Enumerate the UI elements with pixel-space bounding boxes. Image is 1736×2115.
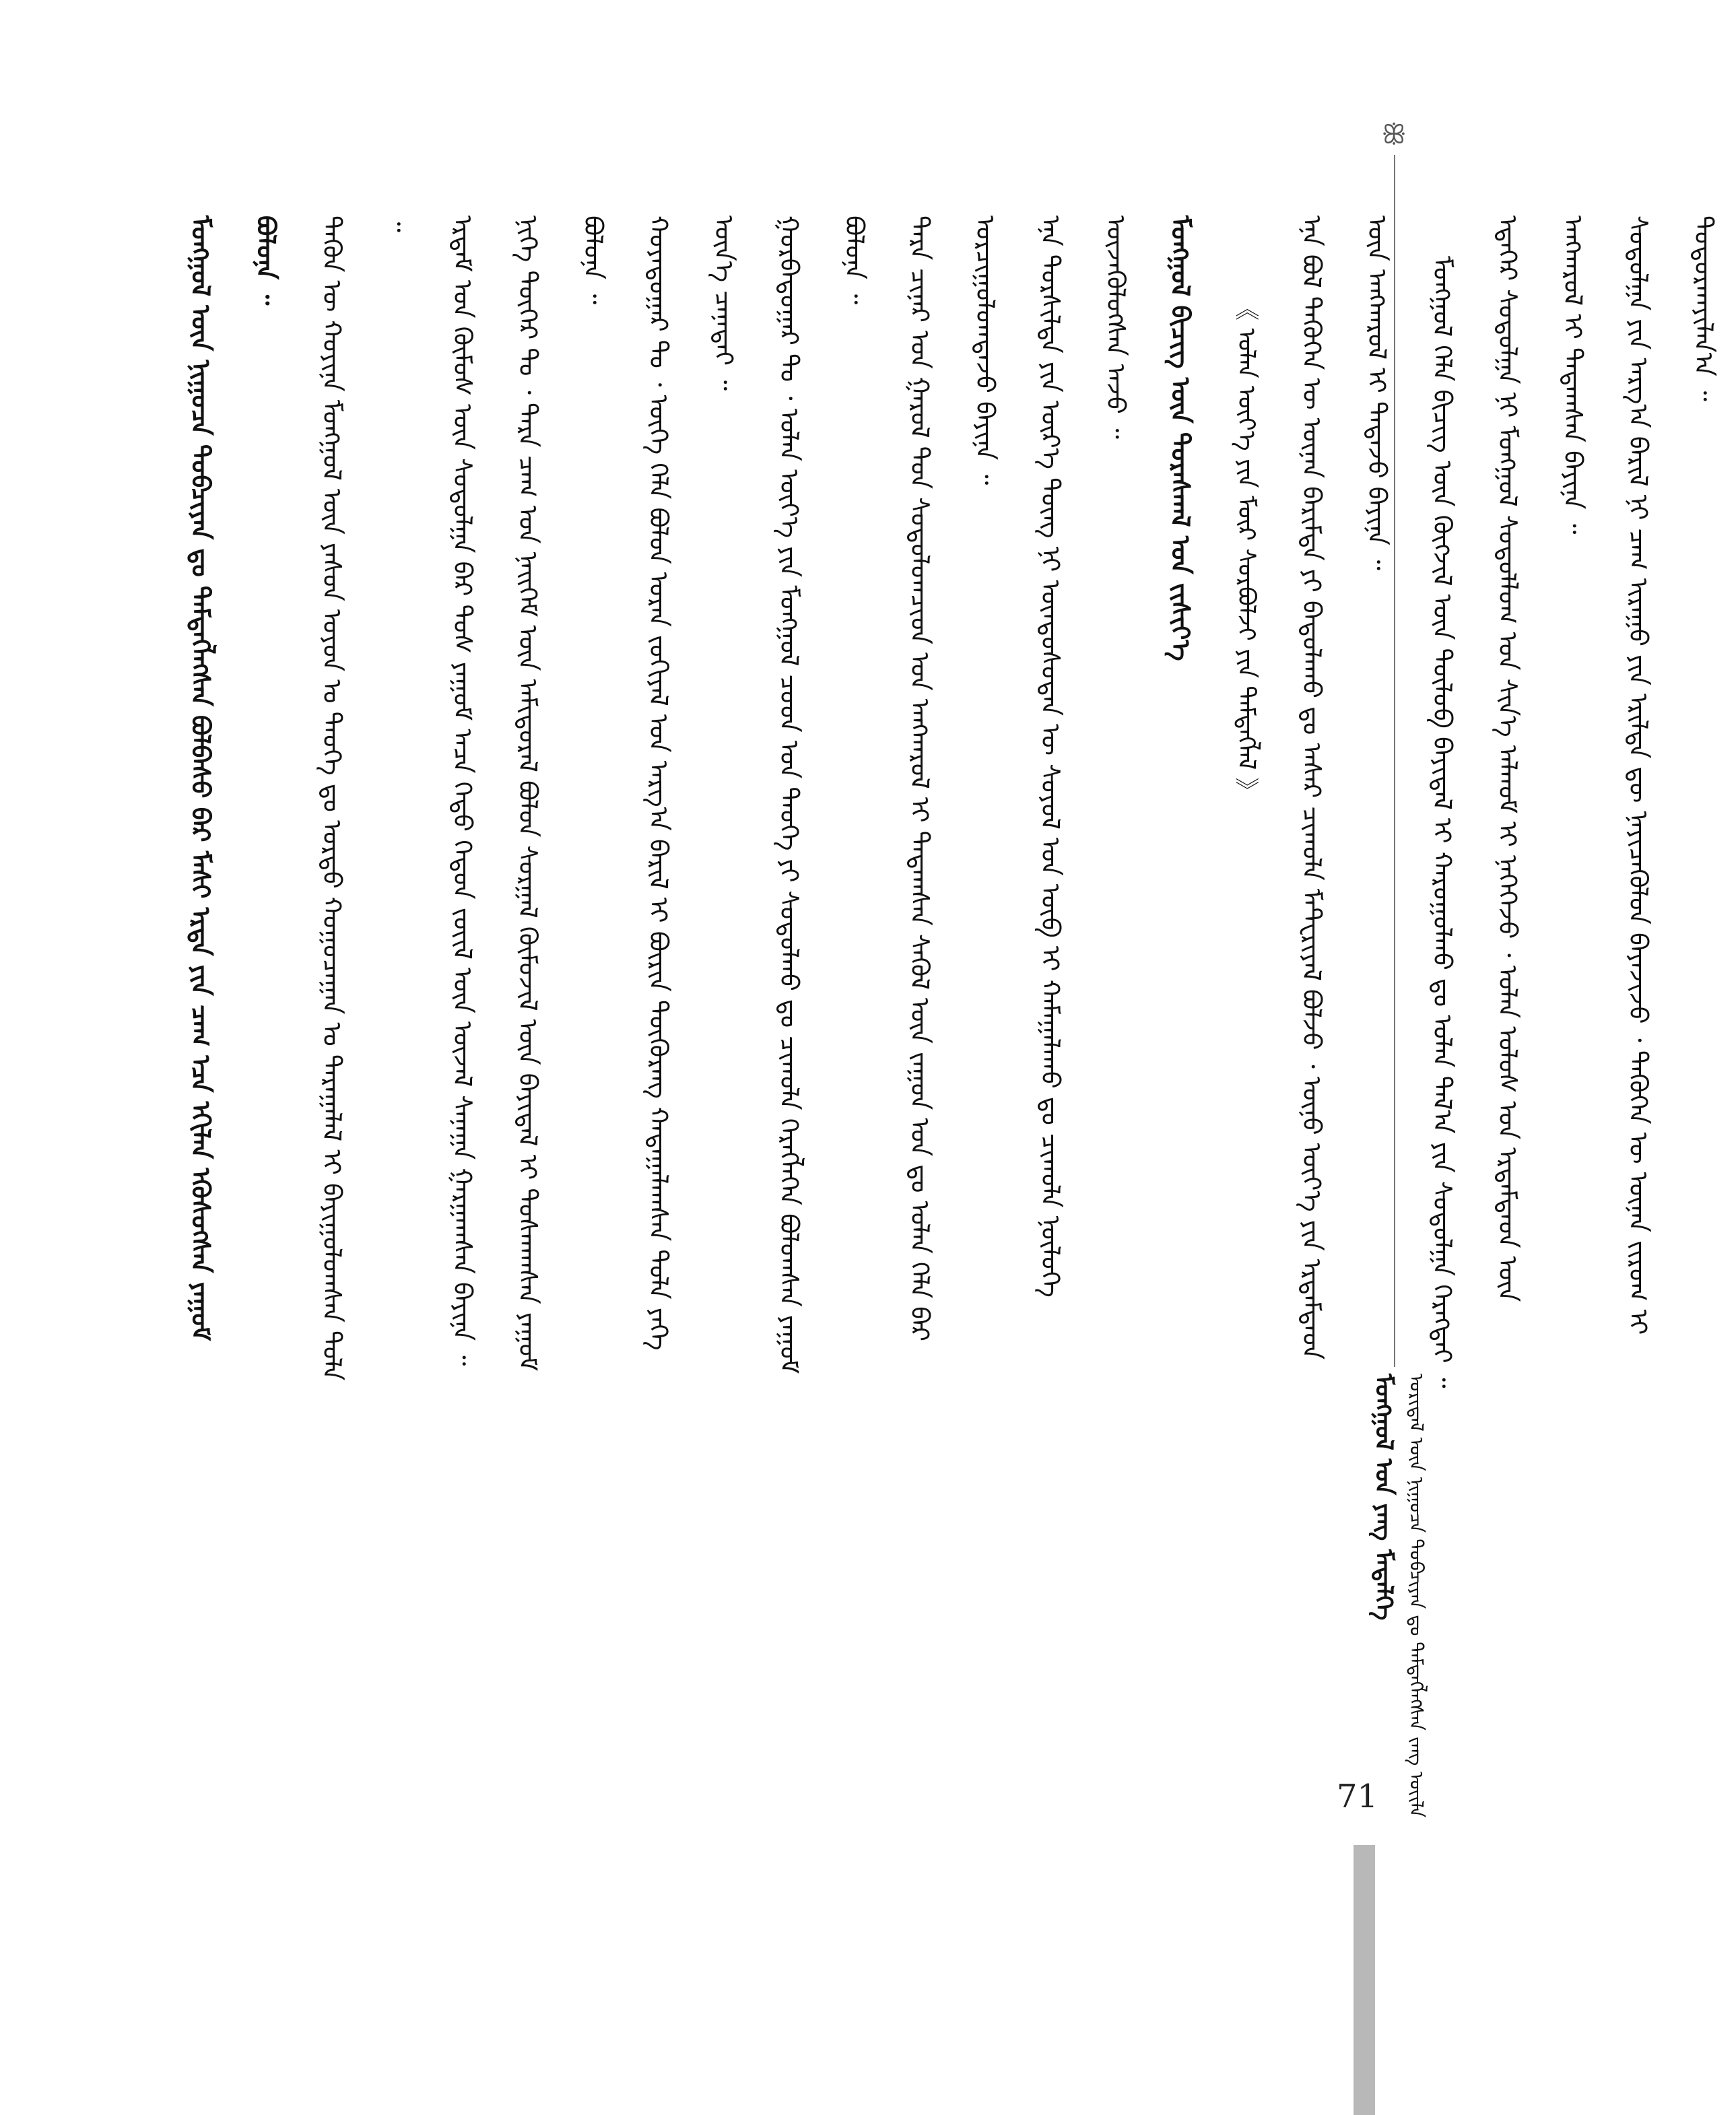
page-number: 71 xyxy=(1337,1778,1378,1815)
header-ornament-icon: ꕥ xyxy=(1381,119,1407,150)
text-column: ᠡᠨᠡ ᠪᠣᠯ ᠲᠡᠭᠦᠬᠡᠨ ᠦ ᠦᠨᠡᠨ ᠪᠠᠷᠢᠮᠲᠠ ᠶᠢ ᠪᠠᠲᠤᠯᠠᠬᠤ ᠳᠤ ᠠᠰᠠᠷ ᠴᠢᠬᠤᠯᠠ ᠮᠠᠲᠧᠷᠢᠶᠠᠯ ᠪᠣᠯᠵᠤ ᠂ ᠥᠨᠥ ᠦᠶ᠎ᠡ ᠶᠢᠨ ᠡᠷᠳᠡᠮᠲᠡᠳ ᠦᠨ ᠠᠩᠬᠠᠷᠤᠯ ᠢ ᠲᠠᠲᠠᠵᠤ ᠪᠠᠶᠢᠨᠠ ᠃ xyxy=(1297,215,1392,1360)
quoted-title: 《 ᠣᠯᠠᠨ ᠦᠶ᠎ᠡ ᠶᠢᠨ ᠮᠥᠷ ᠰᠤᠷᠪᠤᠯᠵᠢ ᠶᠢᠨ ᠲᠡᠮᠳᠡᠭᠯᠡᠯ 》 xyxy=(1232,296,1260,802)
header-subtitle: ᠤᠷᠢᠳᠠᠯ ᠦᠨ ᠨᠢᠭᠤᠴᠠ ᠲᠣᠪᠴᠢᠶᠠᠨ ᠳᠤ ᠲᠡᠮᠳᠡᠭᠯᠡᠭᠰᠡᠨ ᠵᠠᠩ ᠦᠢᠯᠡ xyxy=(1405,1374,1428,1818)
text-column: ᠬᠣᠶᠠᠳᠤᠭᠠᠷ ᠲᠤ ᠂ ᠦᠭᠡ ᠬᠡᠯᠡ ᠪᠣᠯᠤᠨ ᠤᠷᠠᠨ ᠵᠣᠬᠢᠶᠠᠯ ᠤᠨ ᠠᠷᠭ᠎ᠠ ᠪᠠᠷᠢᠯ ᠢ ᠪᠦᠷᠢᠨ ᠳᠦᠭᠦᠷᠡᠩ ᠬᠠᠳᠠᠭᠠᠯᠠᠭᠰᠠᠨ ᠲᠤᠯᠠ ᠶᠡᠬᠡ ᠦᠨ᠎ᠡ ᠴᠡᠨᠡᠲᠡᠢ ᠃ xyxy=(644,215,739,1351)
text-column: ᠲᠡᠭᠦᠨ ᠦ ᠬᠣᠶᠢᠨᠠ ᠮᠣᠩᠭᠣᠯ ᠦᠨ ᠶᠠᠰᠤᠨ ᠣᠶᠤᠨ ᠤ ᠲᠡᠦᠬᠡ ᠳᠤ ᠤᠷᠲᠤ ᠬᠤᠭᠤᠴᠠᠭᠠᠨ ᠤ ᠳᠠᠷᠠᠭᠠᠯᠠᠯ ᠢ ᠪᠠᠶᠢᠭᠤᠯᠤᠭᠰᠠᠨ ᠲᠤᠯᠠ ᠃ xyxy=(317,215,412,1381)
text-column: ᠰᠤᠳᠤᠯᠭᠠ ᠶᠢᠨ ᠠᠷᠭ᠎ᠠ ᠪᠠᠷᠢᠯ ᠨᠢ ᠴᠠᠭ ᠢᠷᠠᠭᠤ ᠶᠢᠨ ᠡᠷᠢᠯᠲᠡ ᠳᠦ ᠨᠡᠶᠢᠴᠡᠭᠦᠯᠦᠨ ᠪᠠᠶᠠᠵᠢᠵᠤ ᠂ ᠲᠡᠭᠦᠬᠡᠨ ᠦ ᠦᠨᠡᠨ ᠵᠢᠷᠤᠭ ᠢ ᠲᠣᠳᠤᠷᠬᠠᠶᠢᠯᠠᠨ᠎ᠠ ᠃ xyxy=(1624,215,1718,1335)
section-heading: ᠮᠣᠩᠭᠣᠯ ᠪᠢᠴᠢᠭ ᠦᠨ ᠳᠤᠷᠠᠰᠬᠠᠯ ᠤᠨ ᠵᠢᠱᠢᠶ᠎ᠡ xyxy=(1166,215,1196,661)
header-title: ᠮᠣᠩᠭᠣᠯ ᠤᠨ ᠶᠠᠩ ᠮᠡᠳᠡᠯᠭᠡ xyxy=(1370,1374,1398,1621)
text-column: ᠮᠣᠩᠭᠣᠯ ᠦᠨ ᠨᠢᠭᠤᠴᠠ ᠲᠣᠪᠴᠢᠶᠠᠨ ᠳᠤ ᠲᠡᠮᠳᠡᠭᠯᠡᠭᠰᠡᠨ ᠪᠣᠯᠪᠠᠰᠤ ᠪᠠᠷ ᠮᠠᠰᠢ ᠡᠷᠲᠡ ᠶᠢᠨ ᠴᠠᠭ ᠡᠴᠡ ᠡᠬᠢᠯᠡᠨ ᠡᠭᠦᠰᠦᠭᠰᠡᠨ ᠶᠠᠭᠤᠮ ᠪᠣᠯᠤᠨᠠ ᠃ xyxy=(186,215,281,1341)
text-column: ᠡᠨᠡ ᠲᠤᠷᠰᠢᠯᠲᠠ ᠶᠢᠨ ᠦᠷ᠎ᠡ ᠳᠦᠩ ᠨᠢ ᠦᠨᠳᠦᠰᠦᠲᠡᠨ ᠦ ᠰᠣᠶᠣᠯ ᠤᠨ ᠥᠪ ᠢ ᠬᠠᠮᠠᠭᠠᠯᠠᠬᠤ ᠳᠤ ᠴᠢᠬᠤᠯᠠ ᠨᠥᠯᠦᠭᠡ ᠦᠵᠡᠭᠦᠯᠦᠭᠰᠡᠨ ᠠᠵᠤ ᠃ xyxy=(1036,215,1131,1298)
body-text xyxy=(168,215,1718,1395)
footer-tab xyxy=(1354,1845,1375,2115)
text-column: ᠡᠳᠡᠭᠡᠷ ᠰᠤᠳᠤᠯᠭᠠ ᠨᠢ ᠮᠣᠩᠭᠣᠯ ᠰᠤᠳᠤᠯᠯᠤᠭ ᠤᠨ ᠰᠢᠨ᠎ᠡ ᠠᠯᠬᠤᠮ ᠢ ᠨᠡᠭᠡᠭᠡᠵᠦ ᠂ ᠣᠯᠠᠨ ᠤᠯᠤᠰ ᠤᠨ ᠡᠷᠳᠡᠮᠲᠡᠳ ᠦᠨ ᠠᠩᠬᠠᠷᠤᠯ ᠢ ᠲᠠᠲᠠᠭᠰᠠᠨ ᠪᠠᠶᠢᠨᠠ ᠃ xyxy=(1493,215,1588,1302)
text-column: ᠨᠢᠭᠡ ᠳᠦᠭᠡᠷ ᠲᠤ ᠂ ᠲᠡᠷᠡ ᠴᠠᠭ ᠤᠨ ᠨᠡᠢᠭᠡᠮ ᠦᠨ ᠠᠮᠢᠳᠤᠷᠠᠯ ᠪᠣᠯᠤᠨ ᠰᠤᠷᠭᠠᠯ ᠬᠦᠮᠦᠵᠢᠯ ᠦᠨ ᠪᠠᠶᠢᠳᠠᠯ ᠢ ᠲᠤᠰᠬᠠᠭᠰᠠᠨ ᠶᠠᠭᠤᠮ ᠪᠣᠯᠤᠨᠠ ᠃ xyxy=(513,215,608,1372)
text-column: ᠭᠤᠷᠪᠠᠳᠤᠭᠠᠷ ᠲᠤ ᠂ ᠣᠯᠠᠨ ᠦᠶ᠎ᠡ ᠶᠢᠨ ᠮᠣᠩᠭᠣᠯ ᠴᠤᠳ ᠤᠨ ᠲᠡᠦᠬᠡ ᠶᠢ ᠰᠤᠳᠤᠯᠬᠤ ᠳᠤ ᠴᠢᠬᠤᠯᠠ ᠬᠡᠷᠡᠭᠯᠡᠭᠡᠨ ᠪᠣᠯᠤᠭᠰᠠᠨ ᠶᠠᠭᠤᠮ ᠪᠣᠯᠤᠨᠠ ᠃ xyxy=(774,215,869,1374)
text-column: ᠡᠷᠳᠡᠮ ᠤᠨ ᠬᠦᠮᠦᠰ ᠦᠨ ᠰᠤᠳᠤᠯᠭᠠ ᠪᠠᠷ ᠲᠤᠰ ᠶᠠᠭᠤᠮ ᠠᠴᠠ ᠬᠡᠳᠦ ᠬᠡᠳᠦᠨ ᠵᠦᠢᠯ ᠦᠨ ᠦᠵᠡᠯ ᠰᠠᠨᠠᠭᠠ ᠭᠠᠷᠭᠠᠭᠰᠠᠨ ᠪᠠᠶᠢᠨᠠ ᠃ xyxy=(448,215,477,1366)
text-column: ᠲᠡᠷᠡ ᠴᠢᠨᠠᠷ ᠤᠨ ᠭᠠᠷᠤᠯ ᠳᠤᠨ ᠰᠤᠳᠤᠯᠤᠭᠴᠢᠳ ᠤᠨ ᠠᠩᠬᠠᠷᠤᠯ ᠢ ᠲᠠᠲᠠᠭᠰᠠᠨ ᠰᠡᠭᠦᠯ ᠦᠨ ᠵᠠᠭᠤᠨ ᠣᠨ ᠳᠤ ᠣᠯᠠᠨ ᠬᠡᠯᠡ ᠪᠡᠷ ᠣᠷᠴᠢᠭᠤᠯᠤᠭᠳᠠᠵᠤ ᠪᠠᠶᠢᠨᠠ ᠃ xyxy=(905,215,1000,1341)
text-column: ᠮᠣᠩᠭᠣᠯ ᠬᠡᠯᠡ ᠪᠢᠴᠢᠭ ᠦᠨ ᠬᠥᠭᠵᠢᠯ ᠦᠨ ᠲᠦᠯᠦᠪ ᠪᠠᠶᠢᠳᠠᠯ ᠢ ᠬᠠᠷᠤᠭᠤᠯᠬᠤ ᠳᠤ ᠣᠯᠠᠨ ᠲᠠᠯ᠎ᠠ ᠶᠢᠨ ᠰᠤᠳᠤᠯᠭᠠ ᠬᠡᠷᠡᠭᠲᠡᠢ ᠃ xyxy=(1428,256,1457,1388)
